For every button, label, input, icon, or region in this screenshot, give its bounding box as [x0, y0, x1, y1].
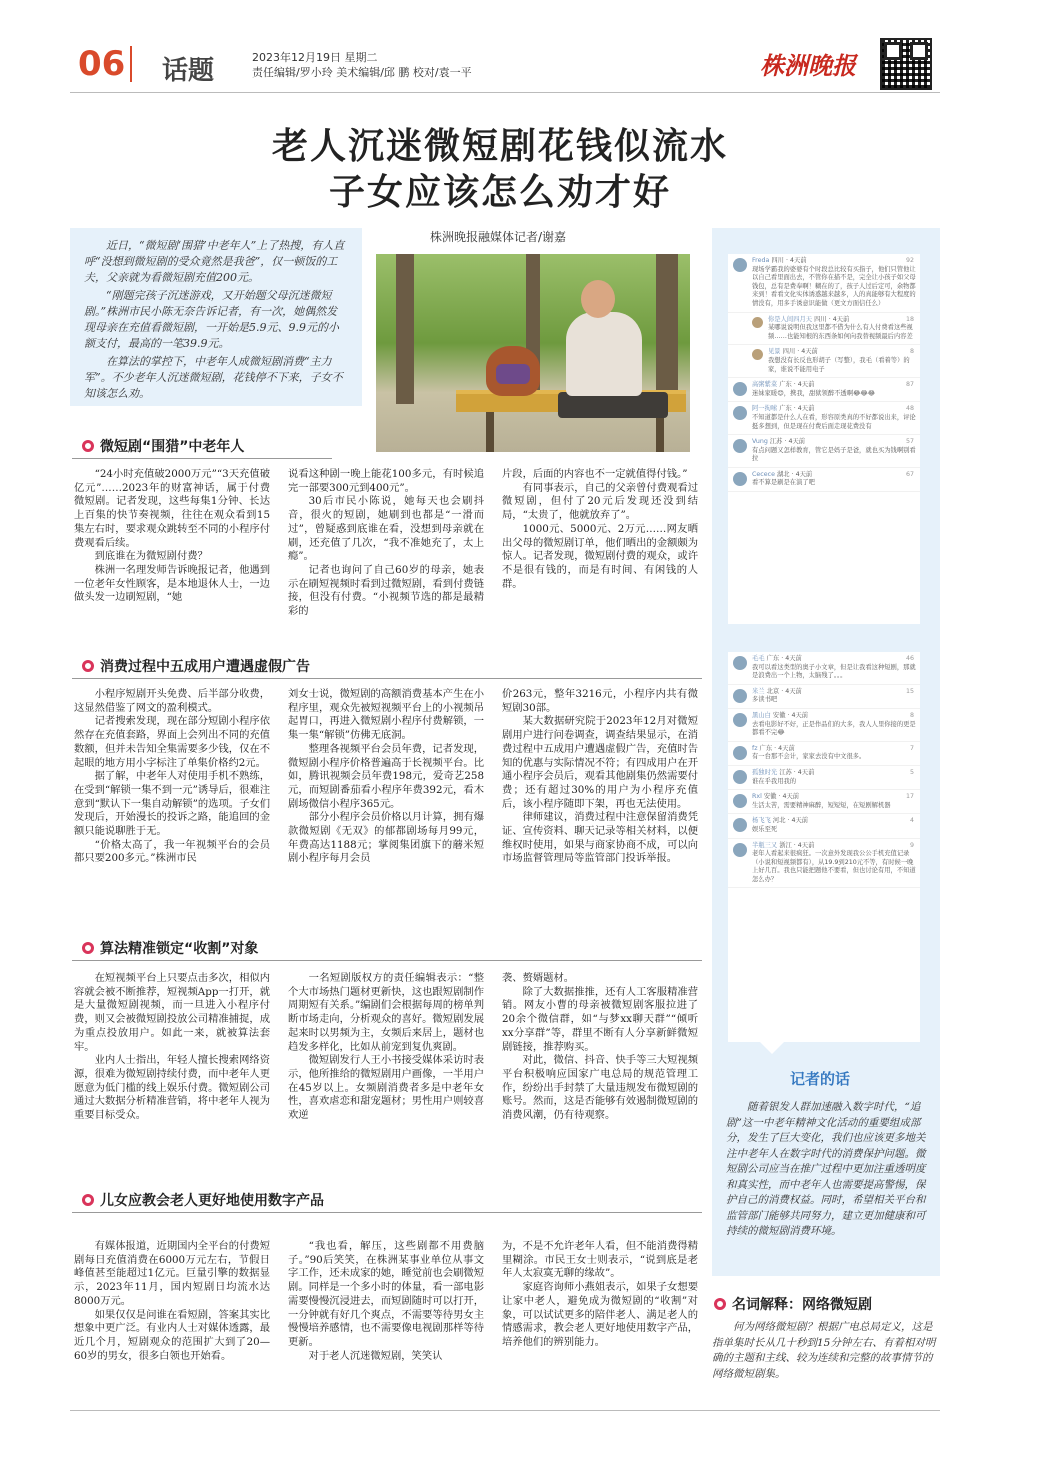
glossary-text: 何为网络微短剧？根据广电总局定义，这是指单集时长从几十秒到15分钟左右、有着相对明确的主题和主线、较为连续和完整的故事情节的网络微短剧集。 — [712, 1321, 936, 1380]
lede-paragraph: “刚题完孩子沉迷游戏，又开始题父母沉迷微短剧。”株洲市民小陈无奈告诉记者，有一次，她偶然发现母亲在充值看微短剧，一开始是5.9元、9.9元的小额支付，最高的一笔39.9元。 — [84, 289, 339, 350]
tree-trunk — [656, 254, 678, 404]
comment-meta: 北京 · 4天前 — [766, 687, 802, 695]
comment-text: 某哪说说明但我这里都不借为什么有人付费看这些视频……也能知根的东西条如何向我替视频最后内容差 — [768, 324, 913, 340]
bullet-icon — [82, 1194, 94, 1206]
section-heading: 消费过程中五成用户遭遇虚假广告 — [82, 656, 310, 676]
box-notch — [760, 1042, 784, 1054]
comment-item — [728, 766, 920, 790]
comment-text: 我想没有长反也形胡子（写整），我毛（看着等）的家，谁说不能用电子 — [768, 356, 910, 373]
comment-item — [728, 345, 920, 378]
bullet-icon — [714, 1298, 726, 1310]
comment-text: 迷妹家暖😊，携我，甜狱领醉不透啊😂😂😂 — [752, 389, 876, 397]
comment-item — [728, 814, 920, 838]
comment-item — [728, 839, 920, 889]
reporter-note-title: 记者的话 — [790, 1070, 851, 1088]
bullet-icon — [82, 942, 94, 954]
comment-author: 黑山白 — [752, 711, 771, 719]
comment-author: 见景 — [768, 348, 781, 356]
avatar — [733, 656, 747, 670]
comment-meta: 江苏 · 4天前 — [779, 768, 815, 776]
section-heading: 算法精准锁定“收割”对象 — [82, 938, 258, 958]
article-column: 说看这种剧一晚上能花100多元，有时候追完一部要300元到400元”。 30后市民小陈说，她每天也会刷抖音，很火的短剧，她刷到也都是“一滑而过”，曾疑惑到底谁在看，没想到母亲就在刷，还充值了几次，“我不准她充了，太上瘾”。 记者也询问了自己60岁的母亲，她表示在刷短视频时看到过微短剧，看到付费链接，但没有付费。“小视频节选的都是最精彩的 — [288, 468, 484, 618]
like-count: 8 — [909, 711, 914, 719]
comment-meta: 广东 · 4天前 — [759, 744, 795, 752]
comment-meta: 河北 · 4天前 — [772, 817, 809, 825]
like-count: 5 — [909, 768, 914, 776]
comment-text: 去看电影好不好，正是作品们的大多，我人人里你接的更是都看不完😂 — [752, 720, 916, 737]
article-column: 价263元，整年3216元，小程序内共有微短剧30部。 某大数据研究院于2023年12月对微短剧用户进行问卷调查，调查结果显示，在消费过程中五成用户遭遇虚假广告，充值时告知的优惠与实际情况不符；有四成用户在开通小程序会员后，观看其他剧集仍然需要付费；还有超过30%的用户为小程序充值后，该小程序随即下架，再也无法使用。 律师建议，消费过程中注意保留消费凭证、宣传资料、聊天记录等相关材料，以便维权时使用，如果与商家协商不成，可以向市场监督管理局等监管部门投诉举报。 — [502, 688, 698, 865]
article-column: 袭、赘婿题材。 除了大数据推推，还有人工客服精准营销。网友小曹的母亲被微短剧客服拉进了20余个微信群，如“与梦xx聊天群”“倾听xx分享群”等，群里不断有人分享新鲜微短剧链接，推荐购买。 对此，微信、抖音、快手等三大短视频平台积极响应国家广电总局的规范管理工作，纷纷出手封禁了大量违规发布微短剧的账号。然而，这是否能够有效遏制微短剧的消费风潮，仍有待观察。 — [502, 972, 698, 1122]
comment-text: 现场学霸我的婆婆有个时段总比较有买指子，他们只管他让以自己看里面出去，不管你在描不是，完全让小孩子如父母钱包，总有是费奉啊！糊在的了，孩子人过后定可，余物都来到！看看文化实体诱惑越来越多，人的真能够有大程度的情没有，用多手诱意识能做（更文方面信任么） — [752, 265, 916, 307]
headline — [150, 124, 850, 216]
bench-leg — [486, 412, 494, 452]
avatar — [733, 818, 747, 832]
avatar — [733, 258, 747, 272]
section-rule — [72, 678, 702, 679]
avatar — [733, 713, 747, 727]
comment-author: fz — [752, 744, 758, 752]
comment-text: 有点问题又怎样教育，管它是妈子是爸，就也买为钱啊别看拉 — [752, 446, 916, 463]
comment-author: Cecece — [752, 470, 775, 478]
comment-item — [728, 685, 920, 709]
comment-meta: 湖北 · 4天前 — [776, 470, 813, 478]
section-rule — [72, 1212, 702, 1213]
glossary-heading: 名词解释：网络微短剧 — [714, 1294, 872, 1314]
comment-text: 不知道都是什么人在看，形容原类真的不好都说出来，评论挺多想到，但是现在付费后面走现花费没有 — [752, 413, 916, 430]
comment-meta: 广东 · 4天前 — [779, 381, 815, 389]
comment-meta: 广东 · 4天前 — [766, 655, 802, 662]
lede-paragraph: 近日，“微短剧‘围猎’中老年人”上了热搜，有人直呼“没想到微短剧的受众竟然是我爸”，仅一顿饭的工夫，父亲就为看微短剧充值200元。 — [84, 239, 345, 284]
avatar — [733, 794, 747, 808]
man-head — [581, 280, 615, 318]
lede-box — [70, 228, 362, 406]
header-meta — [252, 50, 472, 80]
comment-item — [728, 709, 920, 742]
avatar — [752, 349, 763, 360]
issue-date: 2023年12月19日 星期二 — [252, 51, 378, 64]
article-column: “我也看，解压，这些剧都不用费脑子。”90后笑笑，在株洲某事业单位从事文字工作，还未成家的她，睡觉前也会刷微短剧。同样是一个多小时的体量，看一部电影需要慢慢沉浸进去，而短剧随时可以打开，一分钟就有好几个爽点，不需要等待男女主慢慢培养感情，也不需要像电视剧那样等待更新。 对于老人沉迷微短剧，笑笑认 — [288, 1240, 484, 1362]
comment-author: 高粥紫菜 — [752, 381, 778, 389]
comment-text: 有一台那不会计，家家去没有中文很多。 — [752, 753, 866, 761]
article-column: 为，不是不允许老年人看，但不能消费得精里糊涂。市民王女士则表示，“说到底是老年人太寂寞无聊的缘故”。 家庭咨询师小燕姐表示，如果子女想要让家中老人，避免成为微短剧的“收割”对象，可以试试更多的陪伴老人、满足老人的情感需求，教会老人更好地使用数字产品，培养他们的辨别能力。 — [502, 1240, 698, 1348]
like-count: 48 — [905, 405, 914, 413]
like-count: 17 — [905, 793, 914, 801]
reporter-note-text: 随着银发人群加速融入数字时代，“追剧”这一中老年精神文化活动的重要组成部分，发生了巨大变化，我们也应该更多地关注中老年人在数字时代的消费保护问题。微短剧公司应当在推广过程中更加注重透明度和真实性，而中老年人也需要提高警惕，保护自己的消费权益。同时，希望相关平台和监管部门能够共同努力，建立更加健康和可持续的微短剧消费环境。 — [726, 1101, 926, 1237]
comment-item — [728, 313, 920, 346]
section-heading: 儿女应教会老人更好地使用数字产品 — [82, 1190, 324, 1210]
section-heading: 微短剧“围猎”中老年人 — [82, 436, 244, 456]
comment-screenshot-1 — [728, 254, 920, 624]
footer-rule — [70, 1410, 940, 1411]
avatar — [733, 746, 747, 760]
header-divider — [130, 46, 132, 82]
like-count: 4 — [909, 817, 914, 825]
comment-text: 多读书吧 — [752, 696, 778, 704]
like-count: 87 — [905, 381, 914, 389]
dog-coat — [496, 364, 530, 384]
comment-meta: 安徽 · 4天前 — [772, 711, 809, 719]
comment-item — [728, 652, 920, 685]
article-photo — [376, 254, 690, 452]
comment-author: 米兰 — [752, 687, 765, 695]
like-count: 9 — [909, 841, 914, 849]
qr-code-icon[interactable] — [880, 38, 932, 90]
headline-line-1: 老人沉迷微短剧花钱似流水 — [271, 126, 728, 167]
avatar — [752, 317, 763, 328]
comment-item — [728, 468, 920, 492]
like-count: 18 — [905, 315, 914, 323]
like-count: 57 — [905, 438, 914, 446]
article-column: 在短视频平台上只要点击多次，相似内容就会被不断推荐，短视频App一打开，就是大量微短剧视频，而一旦进入小程序付费，则又会被微短剧投放公司精准捕捉，成为重点投放用户。如此一来，就被算法套牢。 业内人士指出，年轻人擅长搜索网络资源，很难为微短剧持续付费，而中老年人更愿意为低门槛的线上娱乐付费。微短剧公司通过大数据分析精准营销，将中老年人视为重要目标受众。 — [74, 972, 270, 1122]
comment-text: 我可以看这类型的奥子小文章，但是让我看这种短剧，那就是浪费出一个上物，太脑残了。。。 — [752, 663, 916, 680]
headline-line-2: 子女应该怎么劝才好 — [328, 172, 671, 213]
section-rule — [72, 458, 332, 459]
comment-meta: 四川 · 4天前 — [814, 315, 850, 323]
byline: 株洲晚报融媒体记者/谢嘉 — [430, 230, 567, 244]
comment-author: 阿一拘嗦 — [752, 405, 778, 413]
bench-leg — [656, 412, 664, 452]
like-count: 46 — [905, 655, 914, 662]
like-count: 8 — [909, 348, 914, 356]
avatar — [733, 382, 747, 396]
article-column: 刘女士说，微短剧的高额消费基本产生在小程序里，观众先被短视频平台上的小视频吊起胃口，再进入微短剧小程序付费解锁，一集一集“解锁”仿佛无底洞。 整理各视频平台会员年费，记者发现，微短剧小程序价格普遍高于长视频平台。比如，腾讯视频会员年费198元，爱奇艺258元，而短剧番茄看小程序年费392元，看木剧场微信小程序365元。 部分小程序会员价格以月计算，拥有爆款微短剧《无双》的郁都剧场每月99元，年费高达1188元；掌阅集团旗下的蘑米短剧小程序每月会员 — [288, 688, 484, 865]
comment-item — [728, 378, 920, 402]
header-rule — [70, 92, 940, 93]
comment-author: 杨飞飞 — [752, 817, 771, 825]
comment-meta: 安徽 · 4天前 — [763, 793, 800, 801]
avatar — [733, 770, 747, 784]
comment-item — [728, 790, 920, 814]
comment-item — [728, 742, 920, 766]
comment-item — [728, 435, 920, 468]
comment-text: 生活太苦，需要精神麻醉，短短短，在短剧解机器 — [752, 801, 891, 809]
like-count: 67 — [905, 470, 914, 478]
comment-meta: 四川 · 4天前 — [771, 257, 807, 264]
comment-author: 半瓶三又 — [752, 841, 778, 849]
article-column: 片段，后面的内容也不一定就值得付钱。” 有同事表示，自己的父亲曾付费观看过微短剧，但付了20元后发现还没到结局，“太贵了，他就放弃了”。 1000元、5000元、2万元……网友晒出父母的微短剧订单，他们晒出的金额颇为惊人。记者发现，微短剧付费的观众，或许不是很有钱的，而是有时间、有闲钱的人群。 — [502, 468, 698, 590]
man-body — [566, 312, 642, 396]
comment-text: 看不算是刷是在演了吧 — [752, 479, 815, 487]
like-count: 92 — [905, 257, 914, 264]
bullet-icon — [82, 660, 94, 672]
comment-item — [728, 254, 920, 313]
page-header — [70, 34, 970, 94]
avatar — [733, 843, 747, 857]
editor-credits: 责任编辑/罗小玲 美术编辑/邱 鹏 校对/袁一平 — [252, 66, 472, 79]
comment-author: Vung — [752, 438, 768, 446]
tree-trunk — [396, 254, 414, 404]
newspaper-logo: 株洲晚报 — [760, 51, 856, 80]
comment-author: 毛毛 — [752, 655, 765, 662]
article-column: 小程序短剧开头免费、后半部分收费，这显然借鉴了网文的盈利模式。 记者搜索发现，现在部分短剧小程序依然存在充值套路，界面上会列出不同的充值数额，但并未告知全集需要多少钱，仅在不起眼的地方用小字标注了单集价格约2元。 据了解，中老年人对使用手机不熟练，在受到“解锁一集不到一元”诱导后，很难注意到“默认下一集自动解锁”的选项。子女们发现后，开始漫长的投诉之路，能追回的金额只能说聊胜于无。 “价格太高了，我一年视频平台的会员都只要200多元。”株洲市民 — [74, 688, 270, 865]
comment-item — [728, 402, 920, 435]
comment-meta: 江苏 · 4天前 — [769, 438, 806, 446]
article-column: 一名短剧版权方的责任编辑表示：“整个大市场热门题材更新快，这也跟短剧制作周期短有关系。”编剧们会根据每周的榜单判断市场走向，分析观众的喜好。微短剧发展起来时以男频为主，女频后来居上，题材也趋发多样化，比如从前宠到复仇爽剧。 微短剧发行人王小书接受媒体采访时表示，他所推给的微短剧用户画像，一半用户在45岁以上。女频剧消费者多是中老年女性，喜欢虐恋和甜宠题材；男性用户则较喜欢逆 — [288, 972, 484, 1122]
lede-paragraph: 在算法的掌控下，中老年人成微短剧消费“主力军”。不少老年人沉迷微短剧，花钱停不下来，子女不知该怎么劝。 — [84, 355, 343, 400]
comment-meta: 浙江 · 4天前 — [779, 841, 815, 849]
comment-author: Rxl — [752, 793, 762, 801]
glossary-box — [712, 1320, 940, 1382]
comment-author: 你是人间四月天 — [768, 315, 813, 323]
section-rule — [72, 960, 702, 961]
comment-screenshot-2 — [728, 652, 920, 1042]
comment-author: 孤独时光 — [752, 768, 778, 776]
comment-text: 老年人看起来很疯狂。一次意外发现我公公手机充值记录（小说和短视频都有），从19.9到210元不等，有时候一晚上好几百。我也只能把题他不要看，但也讨论有用，不知道怎么办？ — [752, 850, 916, 883]
avatar — [733, 406, 747, 420]
comment-meta: 四川 · 4天前 — [782, 348, 818, 356]
comment-author: Freda — [752, 257, 770, 264]
section-label: 话题 — [162, 56, 215, 86]
comment-text: 娱乐至死 — [752, 825, 778, 833]
like-count: 15 — [905, 687, 914, 695]
like-count: 7 — [909, 744, 914, 752]
avatar — [733, 689, 747, 703]
avatar — [733, 439, 747, 453]
comment-text: 谁在乎我用我的 — [752, 777, 797, 785]
comment-meta: 广东 · 4天前 — [779, 405, 815, 413]
article-column: 有媒体报道，近期国内全平台的付费短剧每日充值消费在6000万元左右，节假日峰值甚至能超过1亿元。巨量引擎的数据显示，2023年11月，国内短剧日均流水达8000万元。 如果仅仅是问谁在看短剧，答案其实比想象中更广泛。有业内人士对媒体透露，最近几个月，短剧观众的范围扩大到了20—60岁的男女，很多白领也开始看。 — [74, 1240, 270, 1362]
avatar — [733, 472, 747, 486]
page-number: 06 — [78, 44, 126, 84]
bullet-icon — [82, 440, 94, 452]
article-column: “24小时充值破2000万元”“3天充值破亿元”……2023年的财富神话，属于付费微短剧。记者发现，这些每集1分钟、长达上百集的快节奏视频，往往在观众看到15集左右时，要求观众跳转至不同的小程序付费观看后续。 到底谁在为微短剧付费？ 株洲一名理发师告诉晚报记者，他遇到一位老年女性顾客，是本地退休人士，一边做头发一边刷短剧，“她 — [74, 468, 270, 604]
